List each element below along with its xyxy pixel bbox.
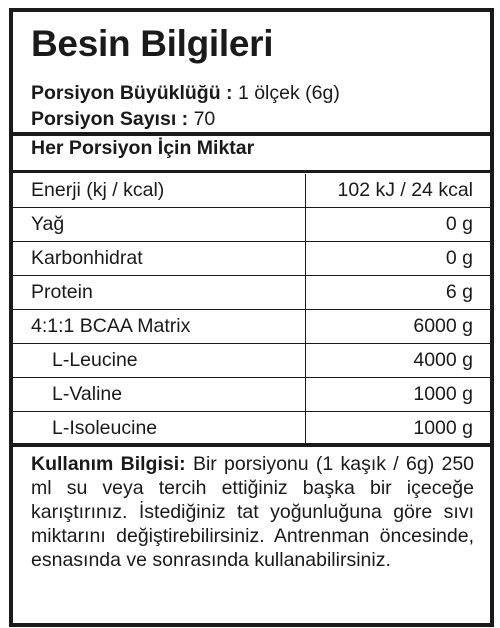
nutrient-name: Enerji (kj / kcal) (13, 174, 306, 208)
serving-size-value: 1 ölçek (6g) (237, 82, 340, 104)
table-row (13, 276, 490, 310)
table-row (13, 208, 490, 242)
nutrient-name: Protein (13, 276, 306, 310)
table-top-divider (13, 170, 490, 173)
table-row (13, 344, 490, 378)
table-row (13, 242, 490, 276)
nutrient-name: Karbonhidrat (13, 242, 306, 276)
nutrition-facts-panel (9, 8, 494, 627)
nutrient-value: 6 g (306, 276, 491, 310)
usage-info (31, 452, 474, 572)
nutrient-name: L-Valine (13, 378, 306, 412)
table-row (13, 412, 490, 446)
serving-size-label: Porsiyon Büyüklüğü : (31, 82, 233, 104)
nutrition-table (13, 174, 490, 445)
servings-count (31, 108, 215, 131)
serving-size (31, 82, 340, 105)
nutrient-value: 0 g (306, 242, 491, 276)
nutrient-value: 1000 g (306, 412, 491, 446)
nutrient-value: 4000 g (306, 344, 491, 378)
page-title: Besin Bilgileri (31, 23, 274, 64)
nutrient-value: 0 g (306, 208, 491, 242)
usage-divider (13, 443, 490, 447)
servings-count-label: Porsiyon Sayısı : (31, 108, 189, 130)
section-header: Her Porsiyon İçin Miktar (31, 137, 255, 159)
servings-count-value: 70 (193, 108, 216, 130)
nutrient-name: L-Isoleucine (13, 412, 306, 446)
table-row (13, 174, 490, 208)
nutrient-name: 4:1:1 BCAA Matrix (13, 310, 306, 344)
usage-label: Kullanım Bilgisi: (31, 453, 186, 475)
nutrient-value: 1000 g (306, 378, 491, 412)
table-row (13, 378, 490, 412)
nutrient-value: 6000 g (306, 310, 491, 344)
thick-divider (13, 132, 490, 136)
table-row (13, 310, 490, 344)
usage-text: Bir porsiyonu (1 kaşık / 6g) 250 ml su veya tercih ettiğiniz başka bir içeceğe karıştırınız. İstediğiniz tat yoğunluğuna göre sıvı miktarını değiştirebilirsiniz. Antrenman öncesinde, esnasında ve sonrasında kullanabilirsiniz. (31, 453, 475, 571)
nutrient-name: Yağ (13, 208, 306, 242)
nutrient-name: L-Leucine (13, 344, 306, 378)
nutrient-value: 102 kJ / 24 kcal (337, 179, 473, 201)
